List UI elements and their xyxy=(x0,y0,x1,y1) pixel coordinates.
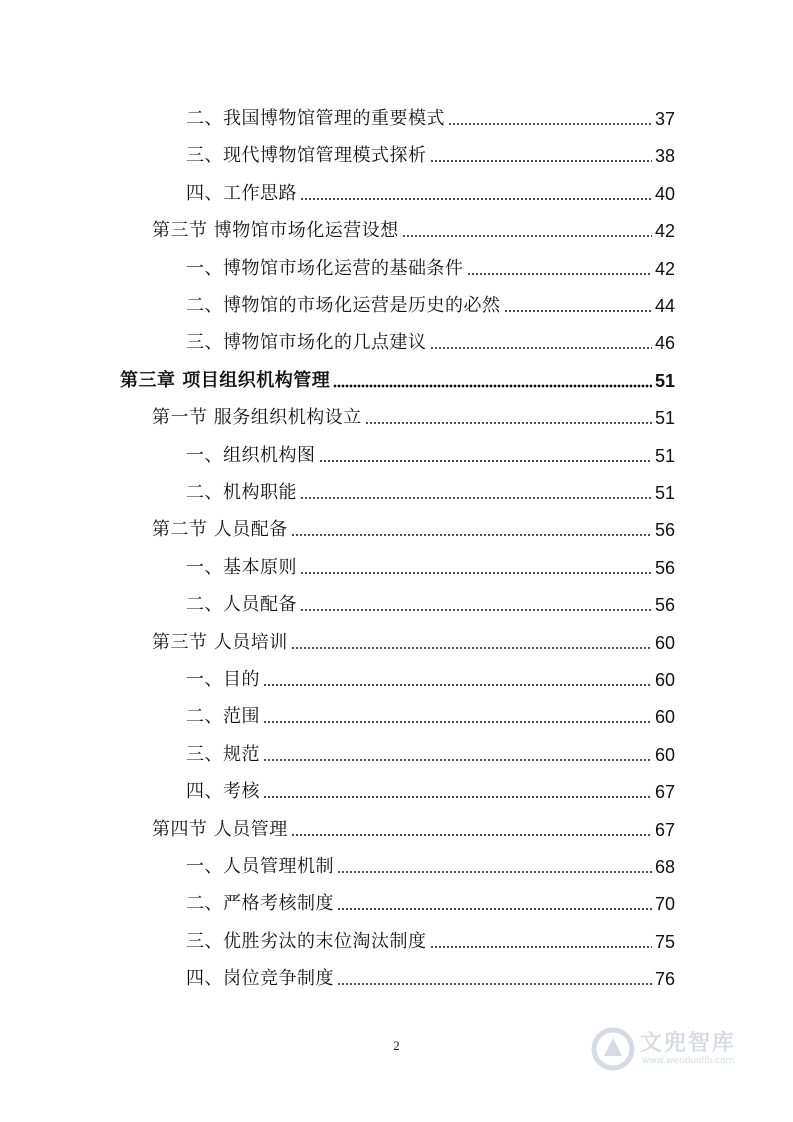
toc-entry-page-number: 67 xyxy=(654,820,675,840)
toc-entry-title: 一、博物馆市场化运营的基础条件 xyxy=(186,258,464,279)
toc-entry-title: 第三章 项目组织机构管理 xyxy=(120,370,331,391)
toc-dot-leader xyxy=(300,571,652,575)
toc-entry-title: 三、现代博物馆管理模式探析 xyxy=(186,145,427,166)
toc-entry[interactable] xyxy=(186,590,675,620)
toc-entry-page-number: 51 xyxy=(654,371,675,391)
toc-dot-leader xyxy=(448,122,652,126)
toc-entry-title: 二、范围 xyxy=(186,706,260,727)
toc-entry[interactable] xyxy=(152,628,675,658)
toc-dot-leader xyxy=(300,608,652,612)
toc-entry[interactable] xyxy=(186,141,675,171)
toc-entry-page-number: 60 xyxy=(654,633,675,653)
toc-entry[interactable] xyxy=(120,366,675,396)
toc-dot-leader xyxy=(263,720,652,724)
page-number: 2 xyxy=(393,1038,400,1053)
toc-entry[interactable] xyxy=(152,216,675,246)
toc-dot-leader xyxy=(263,758,652,762)
toc-dot-leader xyxy=(263,795,652,799)
toc-entry-title: 二、严格考核制度 xyxy=(186,893,334,914)
toc-entry[interactable] xyxy=(186,740,675,770)
toc-entry-page-number: 56 xyxy=(654,595,675,615)
toc-entry[interactable] xyxy=(186,777,675,807)
toc-entry-page-number: 42 xyxy=(654,259,675,279)
toc-entry-page-number: 56 xyxy=(654,520,675,540)
toc-dot-leader xyxy=(402,234,652,238)
toc-entry-title: 二、我国博物馆管理的重要模式 xyxy=(186,108,445,129)
toc-entry[interactable] xyxy=(186,553,675,583)
toc-entry-page-number: 38 xyxy=(654,146,675,166)
toc-entry-page-number: 51 xyxy=(654,446,675,466)
toc-dot-leader xyxy=(319,459,652,463)
toc-entry-page-number: 68 xyxy=(654,857,675,877)
toc-entry-page-number: 60 xyxy=(654,670,675,690)
toc-entry-page-number: 40 xyxy=(654,184,675,204)
toc-entry-title: 第一节 服务组织机构设立 xyxy=(152,407,362,428)
toc-dot-leader xyxy=(430,945,652,949)
toc-dot-leader xyxy=(467,272,652,276)
watermark xyxy=(590,1020,770,1080)
toc-entry-page-number: 76 xyxy=(654,969,675,989)
toc-entry-page-number: 42 xyxy=(654,221,675,241)
toc-entry-title: 一、组织机构图 xyxy=(186,445,316,466)
toc-entry[interactable] xyxy=(186,254,675,284)
toc-entry[interactable] xyxy=(186,478,675,508)
toc-entry-page-number: 60 xyxy=(654,745,675,765)
toc-entry[interactable] xyxy=(186,179,675,209)
toc-dot-leader xyxy=(291,533,652,537)
toc-entry-title: 四、考核 xyxy=(186,781,260,802)
toc-entry-page-number: 46 xyxy=(654,333,675,353)
toc-dot-leader xyxy=(333,384,652,388)
toc-entry-title: 一、人员管理机制 xyxy=(186,856,334,877)
toc-dot-leader xyxy=(365,421,652,425)
toc-dot-leader xyxy=(337,907,652,911)
toc-entry-title: 二、机构职能 xyxy=(186,482,297,503)
toc-dot-leader xyxy=(337,870,652,874)
toc-entry[interactable] xyxy=(186,702,675,732)
toc-entry-title: 三、规范 xyxy=(186,744,260,765)
toc-entry[interactable] xyxy=(186,104,675,134)
toc-entry-page-number: 67 xyxy=(654,782,675,802)
toc-entry-page-number: 56 xyxy=(654,558,675,578)
toc-entry[interactable] xyxy=(186,328,675,358)
toc-entry[interactable] xyxy=(152,403,675,433)
toc-dot-leader xyxy=(300,197,652,201)
toc-dot-leader xyxy=(291,646,652,650)
toc-entry[interactable] xyxy=(186,665,675,695)
toc-dot-leader xyxy=(337,982,652,986)
toc-entry-page-number: 70 xyxy=(654,894,675,914)
toc-entry-title: 四、工作思路 xyxy=(186,183,297,204)
toc-entry-title: 一、基本原则 xyxy=(186,557,297,578)
toc-entry[interactable] xyxy=(186,964,675,994)
toc-entry-title: 第二节 人员配备 xyxy=(152,519,288,540)
toc-dot-leader xyxy=(430,346,652,350)
toc-entry-title: 第三节 人员培训 xyxy=(152,632,288,653)
toc-entry[interactable] xyxy=(186,441,675,471)
toc-entry[interactable] xyxy=(186,927,675,957)
toc-entry[interactable] xyxy=(152,515,675,545)
toc-entry-title: 第三节 博物馆市场化运营设想 xyxy=(152,220,399,241)
toc-entry-page-number: 75 xyxy=(654,932,675,952)
toc-dot-leader xyxy=(430,159,652,163)
toc-dot-leader xyxy=(263,683,652,687)
toc-entry[interactable] xyxy=(186,291,675,321)
toc-entry-title: 二、人员配备 xyxy=(186,594,297,615)
toc-entry-title: 二、博物馆的市场化运营是历史的必然 xyxy=(186,295,501,316)
watermark-url: www.wenduolib.com xyxy=(642,1056,735,1066)
toc-entry-page-number: 37 xyxy=(654,109,675,129)
toc-dot-leader xyxy=(291,833,652,837)
toc-entry-title: 第四节 人员管理 xyxy=(152,819,288,840)
toc-entry-title: 一、目的 xyxy=(186,669,260,690)
toc-entry-title: 三、优胜劣汰的末位淘汰制度 xyxy=(186,931,427,952)
watermark-logo-icon xyxy=(590,1026,636,1072)
watermark-brand: 文兜智库 xyxy=(640,1031,737,1056)
toc-entry-title: 三、博物馆市场化的几点建议 xyxy=(186,332,427,353)
toc-dot-leader xyxy=(300,496,652,500)
toc-entry[interactable] xyxy=(186,852,675,882)
toc-entry-page-number: 60 xyxy=(654,707,675,727)
toc-entry-page-number: 51 xyxy=(654,408,675,428)
toc-entry-title: 四、岗位竞争制度 xyxy=(186,968,334,989)
toc-entry-page-number: 44 xyxy=(654,296,675,316)
toc-dot-leader xyxy=(504,309,652,313)
toc-entry[interactable] xyxy=(186,889,675,919)
toc-entry-page-number: 51 xyxy=(654,483,675,503)
toc-entry[interactable] xyxy=(152,815,675,845)
